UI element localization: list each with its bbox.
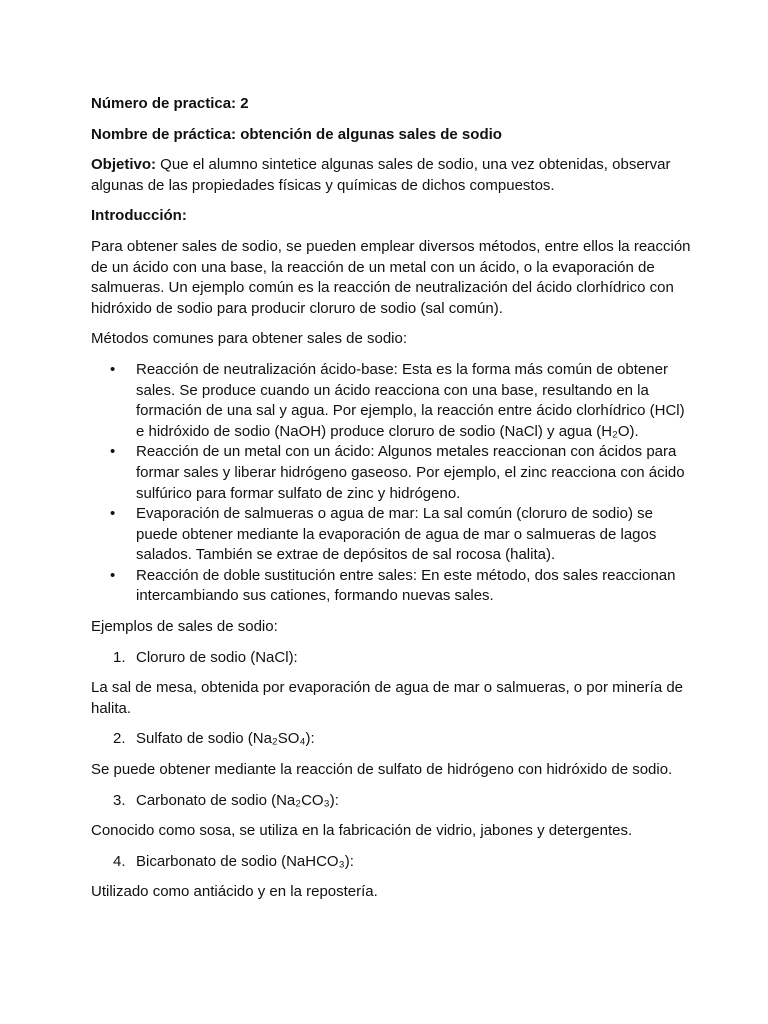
example-item bbox=[91, 729, 691, 750]
example-description: La sal de mesa, obtenida por evaporación de agua de mar o salmueras, o por minería de halita. bbox=[91, 679, 684, 717]
example-title: Cloruro de sodio (NaCl): bbox=[136, 648, 298, 666]
example-item bbox=[91, 791, 691, 812]
example-number: 4. bbox=[113, 852, 126, 870]
practice-name: Nombre de práctica: obtención de algunas sales de sodio bbox=[91, 125, 502, 143]
method-text: Reacción de neutralización ácido-base: Esta es la forma más común de obtener sales. Se produce cuando un ácido reacciona con una base, resultando en la formación de una sal y agua. Por ejemplo, la reacción entre ácido clorhídrico (HCl) e hidróxido de sodio (NaOH) produce cloruro de sodio (NaCl) y agua (H₂O). bbox=[136, 360, 685, 440]
example-title: Carbonato de sodio (Na₂CO₃): bbox=[136, 791, 339, 809]
example-description: Se puede obtener mediante la reacción de sulfato de hidrógeno con hidróxido de sodio. bbox=[91, 761, 673, 779]
introduction-paragraph: Para obtener sales de sodio, se pueden emplear diversos métodos, entre ellos la reacción de un ácido con una base, la reacción de un metal con un ácido, o la evaporación de salmueras. Un ejemplo común es la reacción de neutralización del ácido clorhídrico con hidróxido de sodio para producir cloruro de sodio (sal común). bbox=[91, 237, 691, 317]
example-number: 2. bbox=[113, 730, 126, 748]
example-title: Bicarbonato de sodio (NaHCO₃): bbox=[136, 852, 354, 870]
objective-text: Que el alumno sintetice algunas sales de sodio, una vez obtenidas, observar algunas de las propiedades físicas y químicas de dichos compuestos. bbox=[91, 156, 671, 194]
example-title: Sulfato de sodio (Na₂SO₄): bbox=[136, 730, 315, 748]
objective-label: Objetivo: bbox=[91, 156, 157, 174]
methods-heading: Métodos comunes para obtener sales de sodio: bbox=[91, 330, 408, 348]
list-item bbox=[91, 566, 691, 607]
methods-list bbox=[91, 360, 691, 607]
example-number: 3. bbox=[113, 791, 126, 809]
example-description: Conocido como sosa, se utiliza en la fabricación de vidrio, jabones y detergentes. bbox=[91, 822, 633, 840]
practice-number: Número de practica: 2 bbox=[91, 95, 249, 112]
objective-paragraph bbox=[91, 155, 691, 196]
method-text: Evaporación de salmueras o agua de mar: La sal común (cloruro de sodio) se puede obtener mediante la evaporación de agua de mar o salmueras de lagos salados. También se extrae de depósitos de sal rocosa (halita). bbox=[136, 505, 657, 564]
bullet-icon: • bbox=[110, 505, 116, 523]
examples-heading: Ejemplos de sales de sodio: bbox=[91, 618, 278, 636]
example-item bbox=[91, 852, 691, 873]
list-item bbox=[91, 360, 691, 442]
list-item bbox=[91, 504, 691, 566]
bullet-icon: • bbox=[110, 360, 116, 378]
method-text: Reacción de un metal con un ácido: Algunos metales reaccionan con ácidos para formar sales y liberar hidrógeno gaseoso. Por ejemplo, el zinc reacciona con ácido sulfúrico para formar sulfato de zinc y hidrógeno. bbox=[136, 443, 685, 502]
introduction-heading: Introducción: bbox=[91, 207, 187, 225]
example-item bbox=[91, 648, 691, 669]
bullet-icon: • bbox=[110, 566, 116, 584]
bullet-icon: • bbox=[110, 443, 116, 461]
example-description: Utilizado como antiácido y en la repostería. bbox=[91, 883, 378, 901]
document-body bbox=[91, 94, 691, 903]
example-number: 1. bbox=[113, 648, 126, 666]
list-item bbox=[91, 442, 691, 504]
method-text: Reacción de doble sustitución entre sales: En este método, dos sales reaccionan intercambiando sus cationes, formando nuevas sales. bbox=[136, 566, 676, 605]
